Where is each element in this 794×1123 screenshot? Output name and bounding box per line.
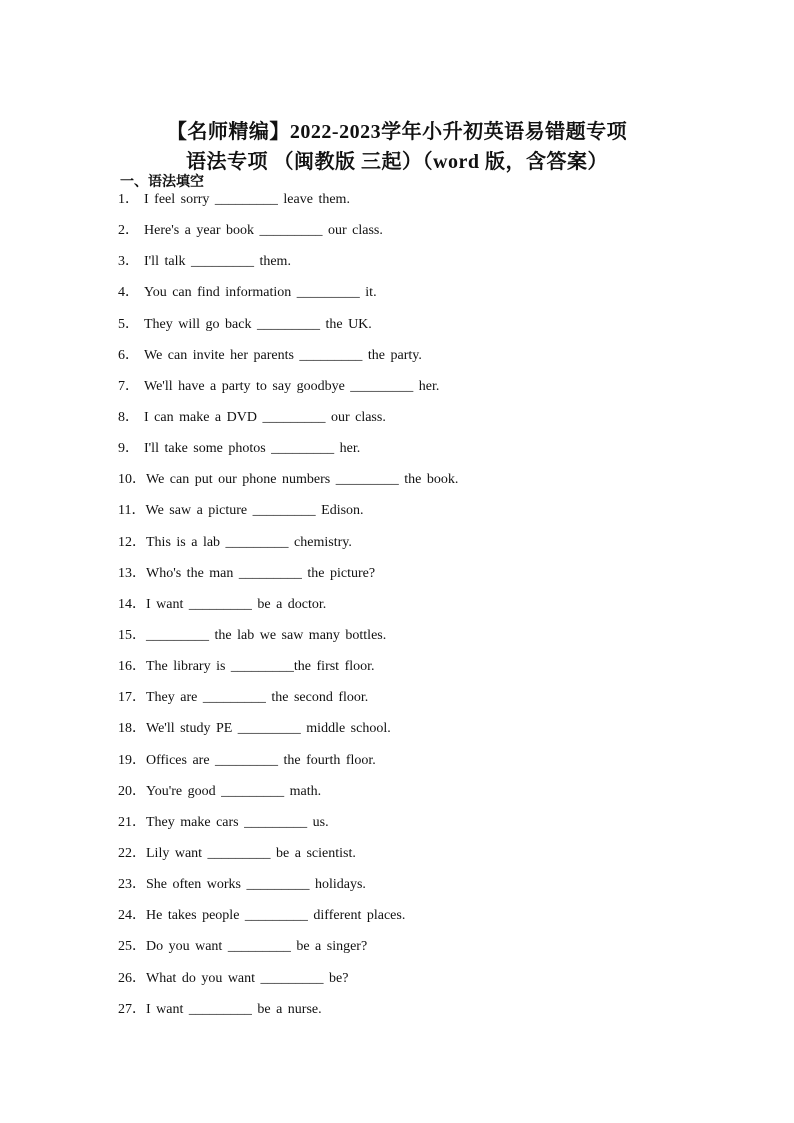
question-item	[118, 439, 718, 470]
question-text: I'll talk _________ them.	[144, 254, 291, 270]
question-text: He takes people _________ different places.	[146, 908, 406, 924]
question-number: 22．	[118, 845, 146, 861]
question-number: 1．	[118, 192, 139, 207]
question-number: 27．	[118, 1001, 146, 1017]
question-number: 2．	[118, 223, 139, 239]
question-text: I feel sorry _________ leave them.	[144, 192, 350, 207]
question-text: Offices are _________ the fourth floor.	[146, 752, 376, 768]
question-number: 13．	[118, 565, 146, 581]
question-item	[118, 626, 718, 657]
question-text: You can find information _________ it.	[144, 285, 377, 301]
question-number: 5．	[118, 316, 139, 332]
question-item	[118, 470, 718, 501]
question-list	[118, 190, 718, 1031]
question-text: Who's the man _________ the picture?	[146, 565, 376, 581]
question-text: They are _________ the second floor.	[146, 690, 369, 706]
question-item	[118, 377, 718, 408]
question-text: This is a lab _________ chemistry.	[146, 534, 352, 550]
question-text: We can put our phone numbers _________ the book.	[146, 472, 459, 488]
document-title-line-1: 【名师精编】2022-2023学年小升初英语易错题专项	[166, 121, 628, 143]
question-number: 17．	[118, 690, 146, 706]
question-text: The library is _________the first floor.	[146, 659, 375, 675]
question-text: You're good _________ math.	[146, 783, 322, 799]
question-item	[118, 782, 718, 813]
question-number: 20．	[118, 783, 146, 799]
question-number: 12．	[118, 534, 146, 550]
question-item	[118, 657, 718, 688]
question-item	[118, 1000, 718, 1031]
question-item	[118, 875, 718, 906]
question-text: Do you want _________ be a singer?	[146, 939, 368, 955]
question-number: 21．	[118, 814, 146, 830]
question-item	[118, 813, 718, 844]
question-number: 15．	[118, 627, 146, 643]
document-title-line-2: 语法专项 （闽教版 三起）（word 版，含答案）	[186, 151, 608, 173]
question-number: 26．	[118, 970, 146, 986]
question-item	[118, 190, 718, 221]
question-item	[118, 252, 718, 283]
question-item	[118, 751, 718, 782]
question-number: 16．	[118, 659, 146, 675]
question-text: I can make a DVD _________ our class.	[144, 409, 386, 425]
question-text: We'll study PE _________ middle school.	[146, 721, 391, 737]
question-number: 7．	[118, 378, 139, 394]
question-item	[118, 221, 718, 252]
question-item	[118, 283, 718, 314]
question-number: 10．	[118, 472, 146, 488]
question-text: They make cars _________ us.	[146, 814, 329, 830]
question-text: Lily want _________ be a scientist.	[146, 845, 356, 861]
question-item	[118, 501, 718, 532]
question-item	[118, 533, 718, 564]
question-number: 9．	[118, 441, 139, 457]
question-item	[118, 844, 718, 875]
question-text: They will go back _________ the UK.	[144, 316, 372, 332]
question-text: What do you want _________ be?	[146, 970, 349, 986]
question-number: 11．	[118, 503, 146, 519]
question-text: We'll have a party to say goodbye _________ her.	[144, 378, 440, 394]
question-number: 19．	[118, 752, 146, 768]
section-heading: 一、语法填空	[120, 174, 204, 190]
question-number: 3．	[118, 254, 139, 270]
question-item	[118, 906, 718, 937]
question-text: We saw a picture _________ Edison.	[145, 503, 364, 519]
question-number: 6．	[118, 347, 139, 363]
question-text: I'll take some photos _________ her.	[144, 441, 361, 457]
question-number: 8．	[118, 409, 139, 425]
question-item	[118, 564, 718, 595]
question-number: 14．	[118, 596, 146, 612]
question-text: I want _________ be a doctor.	[146, 596, 327, 612]
question-text: _________ the lab we saw many bottles.	[146, 627, 387, 643]
question-text: I want _________ be a nurse.	[146, 1001, 322, 1017]
question-text: We can invite her parents _________ the party.	[144, 347, 422, 363]
question-number: 25．	[118, 939, 146, 955]
question-item	[118, 408, 718, 439]
question-item	[118, 719, 718, 750]
question-number: 23．	[118, 877, 146, 893]
question-item	[118, 688, 718, 719]
question-item	[118, 346, 718, 377]
question-item	[118, 595, 718, 626]
question-item	[118, 937, 718, 968]
question-number: 4．	[118, 285, 139, 301]
question-number: 24．	[118, 908, 146, 924]
question-item	[118, 969, 718, 1000]
question-number: 18．	[118, 721, 146, 737]
question-text: She often works _________ holidays.	[146, 877, 366, 893]
question-text: Here's a year book _________ our class.	[144, 223, 383, 239]
question-item	[118, 315, 718, 346]
